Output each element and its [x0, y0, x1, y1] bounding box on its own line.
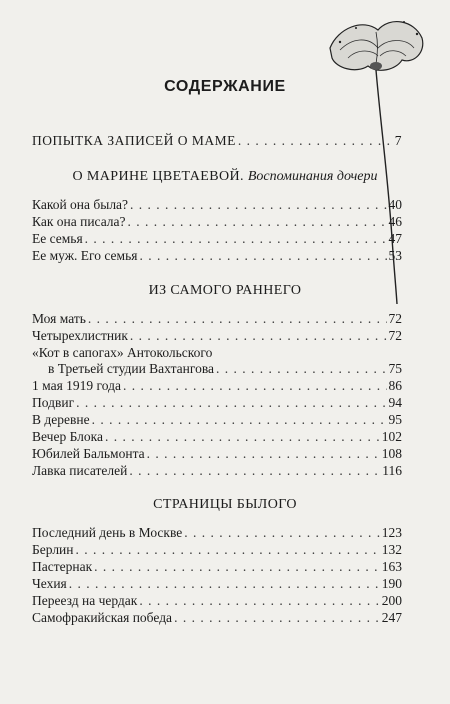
toc-entry	[32, 559, 402, 575]
leader-dots	[128, 214, 387, 230]
entry-title-line2: в Третьей студии Вахтангова	[48, 361, 215, 376]
leader-dots	[69, 576, 380, 592]
section-title: СТРАНИЦЫ БЫЛОГО	[153, 497, 297, 512]
leader-dots	[130, 328, 387, 344]
entry-page: 7	[394, 133, 402, 148]
leader-dots	[92, 412, 387, 428]
section-title: ИЗ САМОГО РАННЕГО	[148, 283, 302, 298]
entry-page: 40	[388, 197, 402, 212]
entry-page: 95	[388, 412, 402, 427]
toc-entry	[32, 610, 402, 626]
entry-page: 53	[388, 248, 402, 263]
entry-title: Вечер Блока	[32, 429, 103, 444]
section-heading	[0, 497, 450, 513]
entry-page: 47	[388, 231, 402, 246]
entry-page: 46	[388, 214, 402, 229]
entry-title: Чехия	[32, 576, 67, 591]
entry-title: 1 мая 1919 года	[32, 378, 121, 393]
toc-entry	[32, 576, 402, 592]
entry-page: 75	[388, 361, 402, 376]
entry-title: Переезд на чердак	[32, 593, 138, 608]
entry-page: 163	[381, 559, 402, 574]
entry-title: Берлин	[32, 542, 74, 557]
toc-entry	[48, 361, 402, 377]
toc-entry	[32, 412, 402, 428]
leader-dots	[76, 395, 386, 411]
entry-page: 86	[388, 378, 402, 393]
entry-page: 190	[381, 576, 402, 591]
entry-title: Подвиг	[32, 395, 75, 410]
toc-entry	[32, 429, 402, 445]
leader-dots	[184, 525, 379, 541]
leader-dots	[139, 248, 386, 264]
toc-entry	[32, 395, 402, 411]
entry-title: Юбилей Бальмонта	[32, 446, 145, 461]
toc-entry	[32, 328, 402, 344]
section-subtitle: Воспоминания дочери	[247, 169, 378, 184]
leader-dots	[174, 610, 380, 626]
leader-dots	[76, 542, 380, 558]
toc-entry	[32, 214, 402, 230]
entry-title: Ее муж. Его семья	[32, 248, 138, 263]
entry-title: Пастернак	[32, 559, 93, 574]
leader-dots	[139, 593, 379, 609]
entry-page: 123	[381, 525, 402, 540]
section-title: О МАРИНЕ ЦВЕТАЕВОЙ.	[72, 169, 244, 184]
toc-entry	[32, 446, 402, 462]
leader-dots	[105, 429, 380, 445]
entry-title: В деревне	[32, 412, 90, 427]
toc-entry	[32, 248, 402, 264]
entry-page: 132	[381, 542, 402, 557]
entry-title: Какой она была?	[32, 197, 129, 212]
entry-title: Ее семья	[32, 231, 83, 246]
toc-entry	[32, 197, 402, 213]
entry-page: 102	[381, 429, 402, 444]
entry-page: 94	[388, 395, 402, 410]
leader-dots	[130, 197, 386, 213]
toc-entry	[32, 525, 402, 541]
entry-page: 116	[382, 463, 402, 478]
leader-dots	[88, 311, 387, 327]
entry-page: 247	[381, 610, 402, 625]
entry-title: Как она писала?	[32, 214, 126, 229]
leader-dots	[238, 133, 393, 149]
toc-entry	[32, 378, 402, 394]
toc-entry	[32, 133, 402, 149]
leader-dots	[147, 446, 380, 462]
leader-dots	[216, 361, 386, 377]
section-heading	[0, 169, 450, 185]
entry-title: Самофракийская победа	[32, 610, 173, 625]
entry-page: 108	[381, 446, 402, 461]
toc-entry	[32, 311, 402, 327]
leader-dots	[123, 378, 387, 394]
toc-entry	[32, 463, 402, 479]
entry-title: Моя мать	[32, 311, 86, 326]
entry-page: 72	[388, 328, 402, 343]
entry-title-line1: «Кот в сапогах» Антокольского	[32, 345, 213, 360]
entry-page: 200	[381, 593, 402, 608]
leader-dots	[129, 463, 380, 479]
toc-entry	[32, 542, 402, 558]
leader-dots	[94, 559, 380, 575]
entry-title: ПОПЫТКА ЗАПИСЕЙ О МАМЕ	[32, 133, 236, 148]
leader-dots	[85, 231, 387, 247]
entry-page: 72	[388, 311, 402, 326]
section-heading	[0, 283, 450, 299]
toc-entry	[32, 231, 402, 247]
entry-title: Лавка писателей	[32, 463, 128, 478]
entry-title: Четырехлистник	[32, 328, 128, 343]
page-title: СОДЕРЖАНИЕ	[164, 78, 286, 95]
toc-entry	[32, 593, 402, 609]
entry-title: Последний день в Москве	[32, 525, 183, 540]
